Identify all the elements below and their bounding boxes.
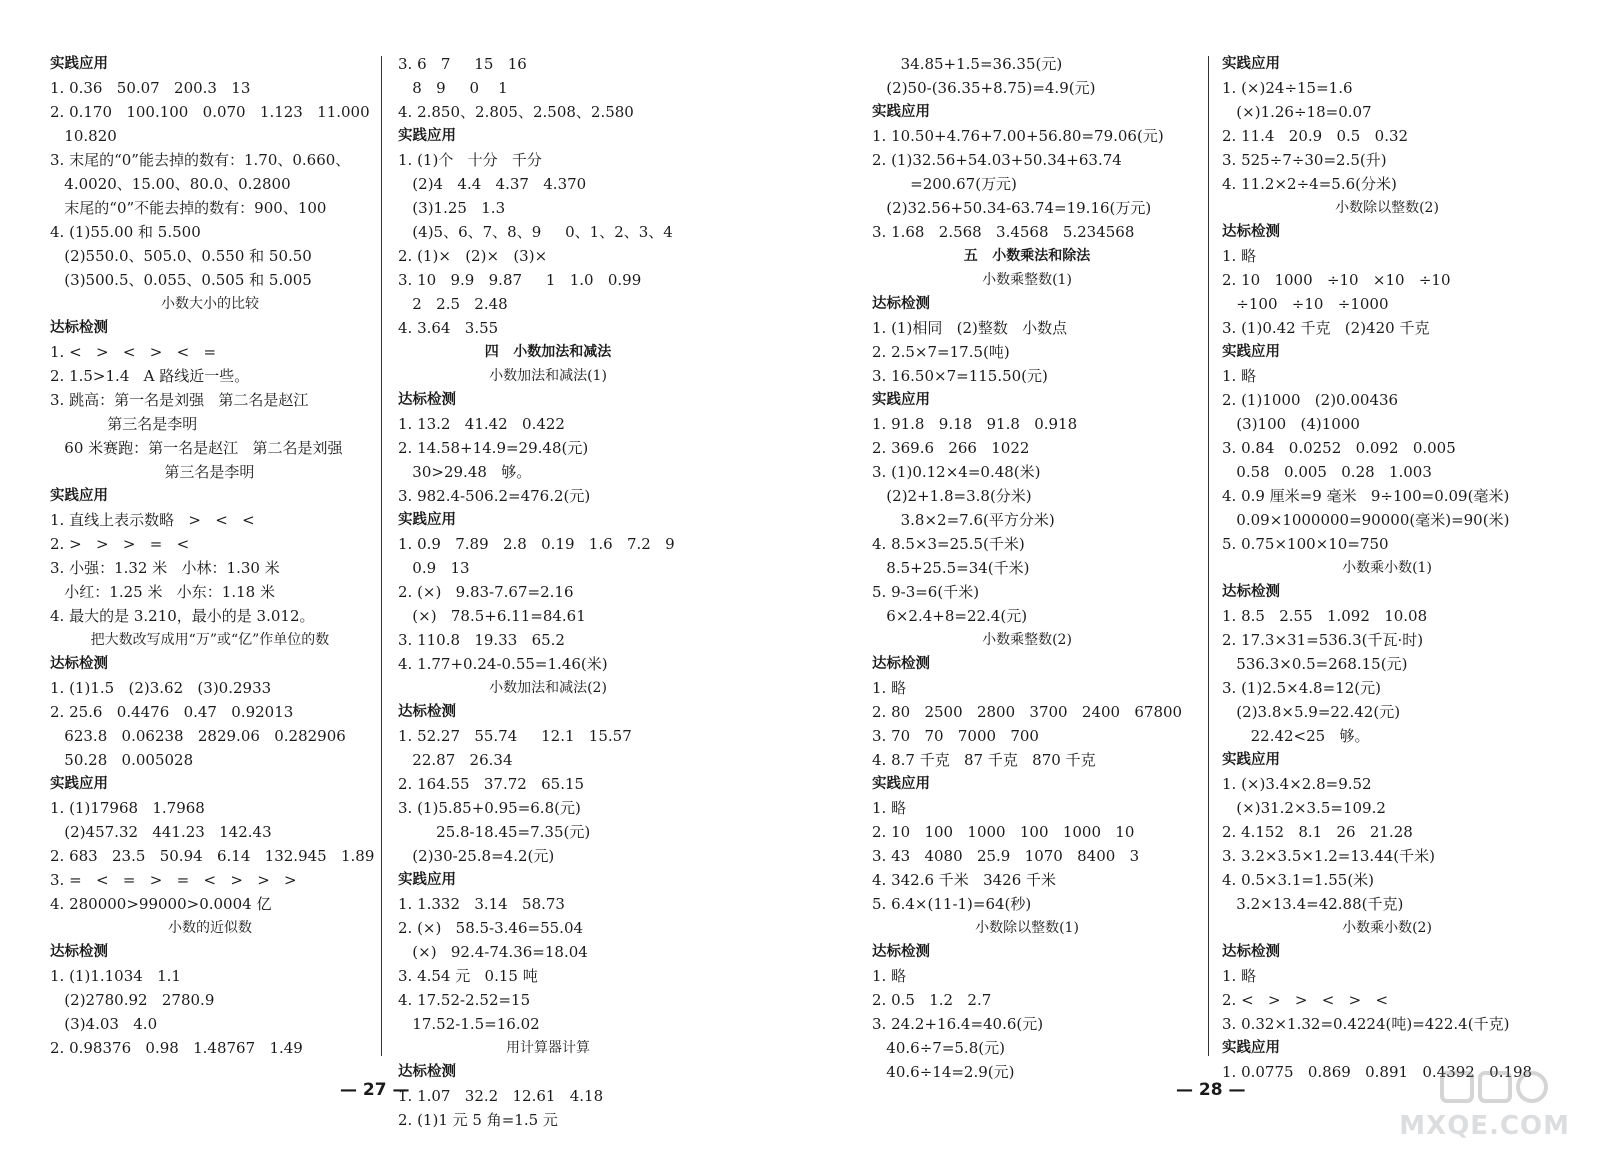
section-heading: 达标检测 (872, 296, 930, 312)
section-heading: 小数加法和减法(1) (489, 368, 607, 384)
answer-line: 0.9 13 (398, 559, 470, 577)
answer-line: 3. 3.2×3.5×1.2=13.44(千米) (1222, 847, 1435, 865)
answer-line: 5. 6.4×(11-1)=64(秒) (872, 895, 1032, 913)
answer-line: (2)2+1.8=3.8(分米) (872, 487, 1032, 505)
section-heading: 实践应用 (872, 104, 930, 120)
answer-line: 1. (1)相同 (2)整数 小数点 (872, 319, 1068, 337)
answer-line: 4. 17.52-2.52=15 (398, 991, 531, 1009)
answer-line: 4. 1.77+0.24-0.55=1.46(米) (398, 655, 608, 673)
section-heading: 实践应用 (398, 512, 456, 528)
answer-line: 1. 8.5 2.55 1.092 10.08 (1222, 607, 1428, 625)
answer-line: (2)32.56+50.34-63.74=19.16(万元) (872, 199, 1152, 217)
answer-line: 3. 1.68 2.568 3.4568 5.234568 (872, 223, 1135, 241)
answer-line: 2. 0.170 100.100 0.070 1.123 11.000 (50, 103, 370, 121)
answer-line: 34.85+1.5=36.35(元) (872, 55, 1063, 73)
answer-line: 1. (1)1.1034 1.1 (50, 967, 181, 985)
answer-line: (4)5、6、7、8、9 0、1、2、3、4 (398, 223, 673, 241)
section-heading: 实践应用 (1222, 344, 1280, 360)
answer-line: 40.6÷7=5.8(元) (872, 1039, 1005, 1057)
section-heading: 实践应用 (872, 776, 930, 792)
answer-line: 22.87 26.34 (398, 751, 513, 769)
answer-line: 3.2×13.4=42.88(千克) (1222, 895, 1404, 913)
answer-line: 1. 略 (872, 799, 907, 817)
answer-line: 小红：1.25 米 小东：1.18 米 (50, 583, 275, 601)
section-heading: 小数乘小数(2) (1342, 920, 1432, 936)
column-divider (381, 56, 382, 1056)
answer-line: (2)30-25.8=4.2(元) (398, 847, 555, 865)
answer-column-2 (398, 52, 698, 1132)
section-heading: 达标检测 (50, 656, 108, 672)
answer-line: 1. < > < > < = (50, 343, 217, 361)
answer-line: 3. 4.54 元 0.15 吨 (398, 967, 538, 985)
answer-line: 8 9 0 1 (398, 79, 508, 97)
section-heading: 实践应用 (1222, 752, 1280, 768)
section-heading: 达标检测 (50, 944, 108, 960)
section-heading: 达标检测 (398, 1064, 456, 1080)
answer-column-3 (872, 52, 1182, 1084)
answer-line: 3. 70 70 7000 700 (872, 727, 1039, 745)
answer-line: 1. (×)3.4×2.8=9.52 (1222, 775, 1372, 793)
answer-line: 3. 0.84 0.0252 0.092 0.005 (1222, 439, 1456, 457)
answer-line: 4. 11.2×2÷4=5.6(分米) (1222, 175, 1397, 193)
section-heading: 实践应用 (50, 488, 108, 504)
answer-line: 22.42<25 够。 (1222, 727, 1370, 745)
section-heading: 用计算器计算 (506, 1040, 590, 1056)
answer-line: 2. (1)1 元 5 角=1.5 元 (398, 1111, 558, 1129)
answer-line: 3. 982.4-506.2=476.2(元) (398, 487, 591, 505)
page-number-left: — 27 — (340, 1080, 410, 1100)
answer-line: 1. 1.07 32.2 12.61 4.18 (398, 1087, 604, 1105)
answer-line: 1. 91.8 9.18 91.8 0.918 (872, 415, 1078, 433)
answer-line: (2)50-(36.35+8.75)=4.9(元) (872, 79, 1096, 97)
answer-line: 3. 110.8 19.33 65.2 (398, 631, 565, 649)
section-heading: 达标检测 (872, 944, 930, 960)
answer-line: 第三名是李明 (50, 415, 198, 433)
section-heading: 实践应用 (1222, 1040, 1280, 1056)
answer-line: 6×2.4+8=22.4(元) (872, 607, 1028, 625)
section-heading: 实践应用 (50, 776, 108, 792)
answer-line: 2. < > > < > < (1222, 991, 1389, 1009)
answer-line: 2. 4.152 8.1 26 21.28 (1222, 823, 1413, 841)
answer-line: 1. (×)24÷15=1.6 (1222, 79, 1353, 97)
answer-line: 3. 0.32×1.32=0.4224(吨)=422.4(千克) (1222, 1015, 1510, 1033)
answer-line: (3)4.03 4.0 (50, 1015, 158, 1033)
section-heading: 小数除以整数(2) (1335, 200, 1439, 216)
answer-line: 2. 0.5 1.2 2.7 (872, 991, 992, 1009)
answer-line: 4. 3.64 3.55 (398, 319, 499, 337)
section-heading: 小数大小的比较 (161, 296, 259, 312)
answer-line: 1. 略 (872, 967, 907, 985)
section-heading: 把大数改写成用“万”或“亿”作单位的数 (90, 632, 330, 648)
answer-line: 2. (×) 58.5-3.46=55.04 (398, 919, 584, 937)
answer-line: 1. (1)个 十分 千分 (398, 151, 542, 169)
answer-line: 3. 6 7 15 16 (398, 55, 527, 73)
section-heading: 小数乘整数(2) (982, 632, 1072, 648)
answer-line: 末尾的“0”不能去掉的数有：900、100 (50, 199, 327, 217)
section-heading: 实践应用 (398, 872, 456, 888)
section-heading: 达标检测 (1222, 224, 1280, 240)
answer-line: 1. 52.27 55.74 12.1 15.57 (398, 727, 632, 745)
answer-line: 17.52-1.5=16.02 (398, 1015, 540, 1033)
answer-line: (3)100 (4)1000 (1222, 415, 1360, 433)
answer-line: (×) 92.4-74.36=18.04 (398, 943, 588, 961)
section-heading: 达标检测 (398, 704, 456, 720)
answer-line: 8.5+25.5=34(千米) (872, 559, 1030, 577)
answer-line: 3. (1)0.42 千克 (2)420 千克 (1222, 319, 1430, 337)
answer-line: 3. 末尾的“0”能去掉的数有：1.70、0.660、 (50, 151, 351, 169)
answer-line: 10.820 (50, 127, 117, 145)
answer-line: 3. (1)5.85+0.95=6.8(元) (398, 799, 581, 817)
answer-line: 1. 略 (1222, 367, 1257, 385)
answer-line: 1. 0.9 7.89 2.8 0.19 1.6 7.2 9 (398, 535, 675, 553)
watermark-logo-icon (1440, 1069, 1550, 1105)
answer-line: 40.6÷14=2.9(元) (872, 1063, 1015, 1081)
section-heading: 小数乘整数(1) (982, 272, 1072, 288)
section-heading: 实践应用 (872, 392, 930, 408)
section-heading: 小数除以整数(1) (975, 920, 1079, 936)
section-heading: 达标检测 (872, 656, 930, 672)
answer-column-4 (1222, 52, 1552, 1084)
answer-line: 3.8×2=7.6(平方分米) (872, 511, 1055, 529)
page-number-right: — 28 — (1176, 1080, 1246, 1100)
answer-line: =200.67(万元) (872, 175, 1017, 193)
answer-line: 4. 2.850、2.805、2.508、2.580 (398, 103, 634, 121)
answer-line: 2. 10 1000 ÷10 ×10 ÷10 (1222, 271, 1451, 289)
answer-line: (×) 78.5+6.11=84.61 (398, 607, 586, 625)
section-heading: 五 小数乘法和除法 (963, 248, 1091, 264)
section-heading: 小数的近似数 (168, 920, 252, 936)
answer-line: (2)457.32 441.23 142.43 (50, 823, 272, 841)
section-heading: 实践应用 (1222, 56, 1280, 72)
answer-line: 5. 9-3=6(千米) (872, 583, 980, 601)
answer-line: (3)500.5、0.055、0.505 和 5.005 (50, 271, 312, 289)
section-heading: 实践应用 (398, 128, 456, 144)
answer-line: 3. (1)0.12×4=0.48(米) (872, 463, 1041, 481)
answer-line: 5. 0.75×100×10=750 (1222, 535, 1389, 553)
answer-line: 1. 1.332 3.14 58.73 (398, 895, 565, 913)
answer-line: 第三名是李明 (50, 463, 255, 481)
answer-line: 4. 0.5×3.1=1.55(米) (1222, 871, 1375, 889)
answer-line: (3)1.25 1.3 (398, 199, 506, 217)
answer-column-1 (50, 52, 375, 1060)
answer-line: 2. 2.5×7=17.5(吨) (872, 343, 1010, 361)
answer-line: 2. 683 23.5 50.94 6.14 132.945 1.89 (50, 847, 375, 865)
answer-line: 2. 369.6 266 1022 (872, 439, 1030, 457)
answer-line: 2. 14.58+14.9=29.48(元) (398, 439, 589, 457)
answer-line: 2. (1)32.56+54.03+50.34+63.74 (872, 151, 1122, 169)
answer-line: 4. 280000>99000>0.0004 亿 (50, 895, 272, 913)
answer-line: 4. 8.5×3=25.5(千米) (872, 535, 1025, 553)
answer-line: 3. 24.2+16.4=40.6(元) (872, 1015, 1044, 1033)
answer-line: 2. (1)1000 (2)0.00436 (1222, 391, 1399, 409)
answer-line: 50.28 0.005028 (50, 751, 194, 769)
answer-line: 536.3×0.5=268.15(元) (1222, 655, 1408, 673)
answer-line: (2)3.8×5.9=22.42(元) (1222, 703, 1401, 721)
answer-line: 60 米赛跑：第一名是赵江 第二名是刘强 (50, 439, 343, 457)
section-heading: 达标检测 (1222, 944, 1280, 960)
answer-line: 4. 最大的是 3.210，最小的是 3.012。 (50, 607, 315, 625)
answer-line: 4. 8.7 千克 87 千克 870 千克 (872, 751, 1096, 769)
answer-line: 4.0020、15.00、80.0、0.2800 (50, 175, 291, 193)
answer-line: 1. (1)17968 1.7968 (50, 799, 205, 817)
answer-line: 3. 小强：1.32 米 小林：1.30 米 (50, 559, 280, 577)
answer-line: (2)2780.92 2780.9 (50, 991, 215, 1009)
section-heading: 达标检测 (50, 320, 108, 336)
answer-line: 1. 略 (872, 679, 907, 697)
answer-line: 3. 跳高：第一名是刘强 第二名是赵江 (50, 391, 309, 409)
answer-line: 1. (1)1.5 (2)3.62 (3)0.2933 (50, 679, 272, 697)
answer-line: 1. 13.2 41.42 0.422 (398, 415, 565, 433)
answer-line: (×)1.26÷18=0.07 (1222, 103, 1372, 121)
answer-line: 0.58 0.005 0.28 1.003 (1222, 463, 1432, 481)
answer-line: 3. (1)2.5×4.8=12(元) (1222, 679, 1381, 697)
answer-line: 3. = < = > = < > > > (50, 871, 297, 889)
answer-line: 2. 164.55 37.72 65.15 (398, 775, 585, 793)
answer-line: 1. 10.50+4.76+7.00+56.80=79.06(元) (872, 127, 1164, 145)
answer-line: 2. 10 100 1000 100 1000 10 (872, 823, 1135, 841)
section-heading: 小数加法和减法(2) (489, 680, 607, 696)
answer-line: 2. 17.3×31=536.3(千瓦·时) (1222, 631, 1424, 649)
answer-line: (×)31.2×3.5=109.2 (1222, 799, 1386, 817)
answer-line: 1. 0.0775 0.869 0.891 0.4392 0.198 (1222, 1063, 1533, 1081)
answer-line: 4. 0.9 厘米=9 毫米 9÷100=0.09(毫米) (1222, 487, 1510, 505)
section-heading: 达标检测 (1222, 584, 1280, 600)
answer-line: 2. 11.4 20.9 0.5 0.32 (1222, 127, 1409, 145)
answer-line: (2)550.0、505.0、0.550 和 50.50 (50, 247, 312, 265)
answer-line: 3. 10 9.9 9.87 1 1.0 0.99 (398, 271, 642, 289)
answer-line: 3. 43 4080 25.9 1070 8400 3 (872, 847, 1140, 865)
answer-line: 2. > > > = < (50, 535, 190, 553)
answer-line: 623.8 0.06238 2829.06 0.282906 (50, 727, 346, 745)
answer-line: ÷100 ÷10 ÷1000 (1222, 295, 1389, 313)
section-heading: 四 小数加法和减法 (484, 344, 612, 360)
watermark-text: MXQE.COM (1399, 1111, 1570, 1141)
answer-line: 2. (×) 9.83-7.67=2.16 (398, 583, 574, 601)
answer-line: 30>29.48 够。 (398, 463, 532, 481)
answer-line: 2. 1.5>1.4 A 路线近一些。 (50, 367, 250, 385)
answer-line: (2)4 4.4 4.37 4.370 (398, 175, 587, 193)
section-heading: 达标检测 (398, 392, 456, 408)
answer-line: 2. 80 2500 2800 3700 2400 67800 (872, 703, 1183, 721)
answer-line: 1. 略 (1222, 967, 1257, 985)
answer-line: 1. 0.36 50.07 200.3 13 (50, 79, 251, 97)
answer-line: 3. 16.50×7=115.50(元) (872, 367, 1048, 385)
answer-line: 2. (1)× (2)× (3)× (398, 247, 548, 265)
column-divider (1208, 56, 1209, 1056)
section-heading: 实践应用 (50, 56, 108, 72)
answer-line: 4. 342.6 千米 3426 千米 (872, 871, 1057, 889)
answer-line: 25.8-18.45=7.35(元) (398, 823, 591, 841)
answer-line: 1. 略 (1222, 247, 1257, 265)
answer-line: 2. 0.98376 0.98 1.48767 1.49 (50, 1039, 303, 1057)
answer-line: 2 2.5 2.48 (398, 295, 508, 313)
section-heading: 小数乘小数(1) (1342, 560, 1432, 576)
answer-line: 0.09×1000000=90000(毫米)=90(米) (1222, 511, 1510, 529)
answer-line: 1. 直线上表示数略 > < < (50, 511, 255, 529)
answer-line: 3. 525÷7÷30=2.5(升) (1222, 151, 1387, 169)
answer-line: 2. 25.6 0.4476 0.47 0.92013 (50, 703, 294, 721)
answer-line: 4. (1)55.00 和 5.500 (50, 223, 201, 241)
